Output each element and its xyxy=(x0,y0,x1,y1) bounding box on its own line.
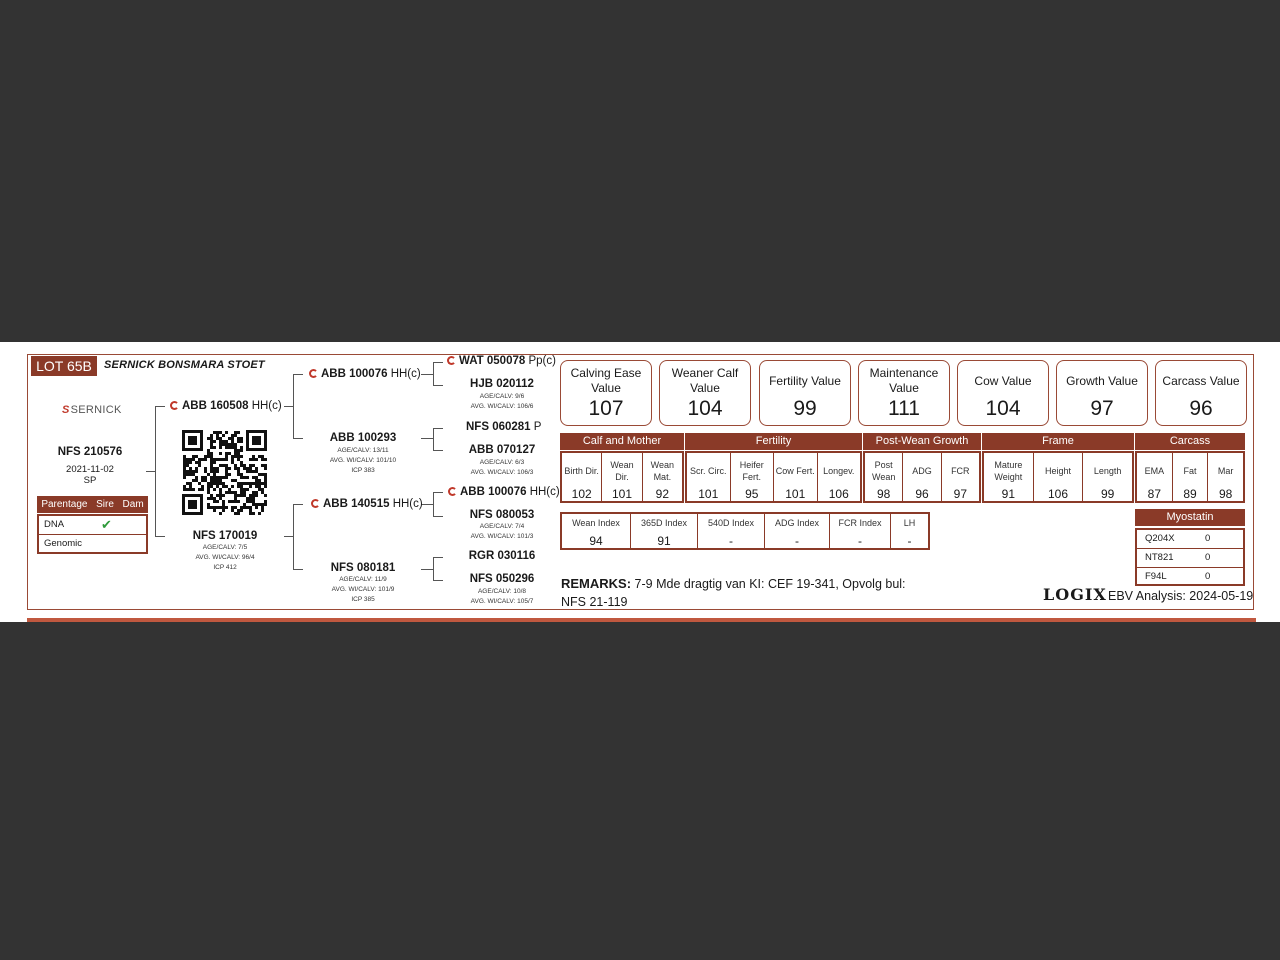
ebv-cell: Mature Weight 91 xyxy=(994,459,1023,501)
ebv-cell: FCR 97 xyxy=(941,453,979,501)
ebv-calf-and-mother xyxy=(560,451,684,503)
pedigree-ssd: HJB 020112 xyxy=(470,378,534,390)
pedigree-ds: ABB 140515 HH(c) xyxy=(311,498,423,510)
myostatin-row: F94L 0 xyxy=(1137,567,1243,586)
check-icon: ✔ xyxy=(101,517,112,532)
logix-logo: LOGIX xyxy=(1043,585,1107,604)
value-box-growth: Growth Value 97 xyxy=(1056,360,1148,426)
value-box-maintenance: Maintenance Value 111 xyxy=(858,360,950,426)
myostatin-row: Q204X 0 xyxy=(1145,533,1211,544)
index-cell: 365D Index 91 xyxy=(630,514,697,548)
ebv-post-wean-growth xyxy=(863,451,981,503)
ssd-stats: AGE/CALV: 9/6 AVG. WI/CALV: 106/6 xyxy=(470,393,534,410)
ebv-carcass xyxy=(1135,451,1245,503)
category-frame: Frame xyxy=(982,433,1134,450)
index-cell: Wean Index 94 xyxy=(572,518,620,548)
homozygous-polled-icon xyxy=(170,401,179,410)
pedigree-dd: NFS 080181 xyxy=(330,562,396,574)
parentage-header xyxy=(37,496,148,513)
breeder-logo: SSERNICK xyxy=(62,404,122,416)
dsd-stats: AGE/CALV: 7/4 AVG. WI/CALV: 101/3 xyxy=(470,523,534,540)
ebv-cell: Wean Dir. 101 xyxy=(601,453,641,501)
homozygous-polled-icon xyxy=(311,499,320,508)
index-cell: 540D Index - xyxy=(697,514,764,548)
pedigree-sdd: ABB 070127 xyxy=(468,444,536,456)
parentage-col-sire: Sire xyxy=(96,499,114,510)
dd-stats: AGE/CALV: 11/9 AVG. WI/CALV: 101/9 ICP 385 xyxy=(331,576,395,603)
remarks: REMARKS: 7-9 Mde dragtig van KI: CEF 19-341, Opvolg bul: NFS 21-119 xyxy=(561,576,906,609)
category-calf-and-mother: Calf and Mother xyxy=(560,433,684,450)
ebv-cell: Longev. 106 xyxy=(817,453,861,501)
pedigree-ss: ABB 100076 HH(c) xyxy=(309,368,421,380)
myostatin-row: NT821 0 xyxy=(1137,548,1243,567)
parentage-row-genomic: Genomic xyxy=(39,534,146,553)
ebv-cell: ADG 96 xyxy=(902,453,940,501)
qr-code[interactable] xyxy=(182,430,267,515)
value-box-calving-ease: Calving Ease Value 107 xyxy=(560,360,652,426)
index-cell: ADG Index - xyxy=(764,514,829,548)
category-post-wean-growth: Post-Wean Growth xyxy=(863,433,981,450)
lot-badge: LOT 65B xyxy=(31,356,97,376)
ebv-frame xyxy=(982,451,1134,503)
ebv-cell: Mar 98 xyxy=(1207,453,1243,501)
sd-stats: AGE/CALV: 13/11 AVG. WI/CALV: 101/10 ICP 383 xyxy=(329,447,397,474)
pedigree-dsd: NFS 080053 xyxy=(469,509,535,521)
animal-code: SP xyxy=(83,475,97,486)
ebv-cell: Post Wean 98 xyxy=(871,459,896,501)
ebv-analysis-date: EBV Analysis: 2024-05-19 xyxy=(1108,589,1254,603)
myostatin-header: Myostatin xyxy=(1135,509,1245,526)
ebv-cell: Heifer Fert. 95 xyxy=(730,453,774,501)
ebv-cell: Fat 89 xyxy=(1172,453,1208,501)
index-cell: FCR Index - xyxy=(829,514,890,548)
pedigree-sire: ABB 160508 HH(c) xyxy=(170,400,282,412)
ebv-cell: EMA 87 xyxy=(1144,465,1165,501)
pedigree-sds: NFS 060281 P xyxy=(466,421,542,433)
myostatin-table xyxy=(1135,528,1245,586)
parentage-col-dam: Dam xyxy=(122,499,144,510)
category-carcass: Carcass xyxy=(1135,433,1245,450)
homozygous-polled-icon xyxy=(447,356,456,365)
ebv-cell: Birth Dir. 102 xyxy=(564,465,599,501)
animal-id: NFS 210576 xyxy=(57,446,123,458)
pedigree-ddd: NFS 050296 xyxy=(469,573,535,585)
lot-card xyxy=(0,342,1280,622)
bottom-accent-bar xyxy=(27,618,1256,622)
ebv-cell: Length 99 xyxy=(1082,453,1132,501)
pedigree-sss: WAT 050078 Pp(c) xyxy=(447,355,556,367)
homozygous-polled-icon xyxy=(309,369,318,378)
category-fertility: Fertility xyxy=(685,433,862,450)
ebv-cell: Wean Mat. 92 xyxy=(642,453,682,501)
ddd-stats: AGE/CALV: 10/8 AVG. WI/CALV: 105/7 xyxy=(470,588,534,605)
animal-name: SERNICK BONSMARA STOET xyxy=(104,359,265,371)
index-table xyxy=(560,512,930,550)
value-box-carcass: Carcass Value 96 xyxy=(1155,360,1247,426)
pedigree-dss: ABB 100076 HH(c) xyxy=(448,486,560,498)
animal-dob: 2021-11-02 xyxy=(66,464,114,475)
sdd-stats: AGE/CALV: 6/3 AVG. WI/CALV: 106/3 xyxy=(470,459,534,476)
index-cell: LH - xyxy=(890,514,928,548)
pedigree-dam: NFS 170019 xyxy=(192,530,258,542)
sernick-logo-icon: S xyxy=(62,404,70,416)
dam-stats: AGE/CALV: 7/5 AVG. WI/CALV: 96/4 ICP 412 xyxy=(195,544,255,571)
parentage-col-label: Parentage xyxy=(41,499,88,510)
pedigree-dds: RGR 030116 xyxy=(468,550,536,562)
ebv-cell: Height 106 xyxy=(1033,453,1083,501)
value-box-cow: Cow Value 104 xyxy=(957,360,1049,426)
ebv-cell: Cow Fert. 101 xyxy=(773,453,817,501)
pedigree-sd: ABB 100293 xyxy=(329,432,397,444)
homozygous-polled-icon xyxy=(448,487,457,496)
ebv-fertility xyxy=(685,451,862,503)
parentage-table xyxy=(37,514,148,554)
parentage-row-dna: DNA ✔ xyxy=(44,517,112,532)
value-box-weaner-calf: Weaner Calf Value 104 xyxy=(659,360,751,426)
value-box-fertility: Fertility Value 99 xyxy=(759,360,851,426)
ebv-cell: Scr. Circ. 101 xyxy=(689,465,727,501)
